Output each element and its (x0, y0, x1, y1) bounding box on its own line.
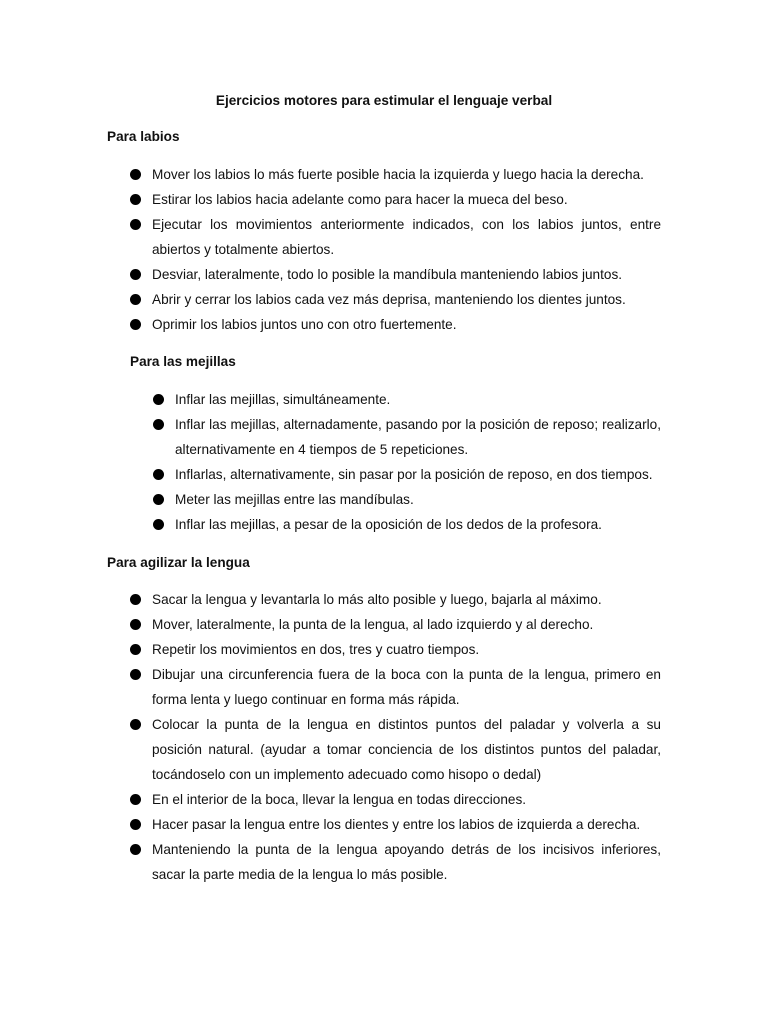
list-item-text: Desviar, lateralmente, todo lo posible la mandíbula manteniendo labios juntos. (152, 267, 623, 282)
list-item (130, 162, 661, 187)
bullet-icon (130, 794, 141, 805)
bullet-icon (153, 419, 164, 430)
list-item-text: Colocar la punta de la lengua en distintos puntos del paladar y volverla a su posición natural. (ayudar a tomar conciencia de los distintos puntos del paladar, tocándoselo con un implemento adecuado como hisopo o dedal) (152, 717, 661, 782)
bullet-icon (153, 394, 164, 405)
list-item-text: Inflarlas, alternativamente, sin pasar por la posición de reposo, en dos tiempos. (175, 467, 653, 482)
list-item (130, 662, 661, 712)
list-item (153, 487, 661, 512)
list-item (130, 787, 661, 812)
list-item-text: Estirar los labios hacia adelante como para hacer la mueca del beso. (152, 192, 568, 207)
bullet-icon (130, 669, 141, 680)
section-heading-lengua: Para agilizar la lengua (107, 555, 250, 570)
bullet-icon (153, 469, 164, 480)
list-item (130, 312, 661, 337)
bullet-icon (130, 844, 141, 855)
bullet-icon (130, 269, 141, 280)
list-item (130, 187, 661, 212)
bullet-icon (130, 719, 141, 730)
bullet-icon (130, 644, 141, 655)
list-item-text: Ejecutar los movimientos anteriormente indicados, con los labios juntos, entre abiertos y totalmente abiertos. (152, 217, 661, 257)
list-item-text: Mover, lateralmente, la punta de la lengua, al lado izquierdo y al derecho. (152, 617, 594, 632)
list-item-text: Inflar las mejillas, a pesar de la oposición de los dedos de la profesora. (175, 517, 602, 532)
bullet-icon (130, 594, 141, 605)
bullet-icon (153, 494, 164, 505)
list-item (153, 512, 661, 537)
bullet-list-lengua (130, 587, 661, 887)
list-item (153, 462, 661, 487)
bullet-icon (130, 294, 141, 305)
bullet-icon (130, 619, 141, 630)
list-item (153, 387, 661, 412)
list-item (153, 412, 661, 462)
bullet-icon (130, 819, 141, 830)
list-item-text: Abrir y cerrar los labios cada vez más deprisa, manteniendo los dientes juntos. (152, 292, 626, 307)
list-item (130, 812, 661, 837)
document-title: Ejercicios motores para estimular el lenguaje verbal (215, 93, 553, 108)
list-item-text: Inflar las mejillas, simultáneamente. (175, 392, 391, 407)
bullet-list-mejillas (153, 387, 661, 537)
list-item-text: Inflar las mejillas, alternadamente, pasando por la posición de reposo; realizarlo, alternativamente en 4 tiempos de 5 repeticiones. (175, 417, 661, 457)
bullet-icon (130, 194, 141, 205)
list-item-text: Hacer pasar la lengua entre los dientes y entre los labios de izquierda a derecha. (152, 817, 641, 832)
bullet-icon (130, 169, 141, 180)
list-item (130, 637, 661, 662)
list-item (130, 587, 661, 612)
list-item-text: En el interior de la boca, llevar la lengua en todas direcciones. (152, 792, 527, 807)
list-item-text: Dibujar una circunferencia fuera de la boca con la punta de la lengua, primero en forma lenta y luego continuar en forma más rápida. (152, 667, 661, 707)
section-heading-labios: Para labios (107, 129, 180, 144)
list-item (130, 612, 661, 637)
bullet-icon (130, 219, 141, 230)
list-item (130, 712, 661, 787)
list-item (130, 837, 661, 887)
bullet-icon (153, 519, 164, 530)
list-item (130, 262, 661, 287)
list-item-text: Mover los labios lo más fuerte posible hacia la izquierda y luego hacia la derecha. (152, 167, 644, 182)
list-item-text: Sacar la lengua y levantarla lo más alto posible y luego, bajarla al máximo. (152, 592, 602, 607)
bullet-list-labios (130, 162, 661, 337)
bullet-icon (130, 319, 141, 330)
list-item-text: Manteniendo la punta de la lengua apoyando detrás de los incisivos inferiores, sacar la parte media de la lengua lo más posible. (152, 842, 661, 882)
section-heading-mejillas: Para las mejillas (130, 354, 236, 369)
list-item (130, 212, 661, 262)
list-item (130, 287, 661, 312)
list-item-text: Meter las mejillas entre las mandíbulas. (175, 492, 414, 507)
list-item-text: Repetir los movimientos en dos, tres y cuatro tiempos. (152, 642, 480, 657)
list-item-text: Oprimir los labios juntos uno con otro fuertemente. (152, 317, 457, 332)
